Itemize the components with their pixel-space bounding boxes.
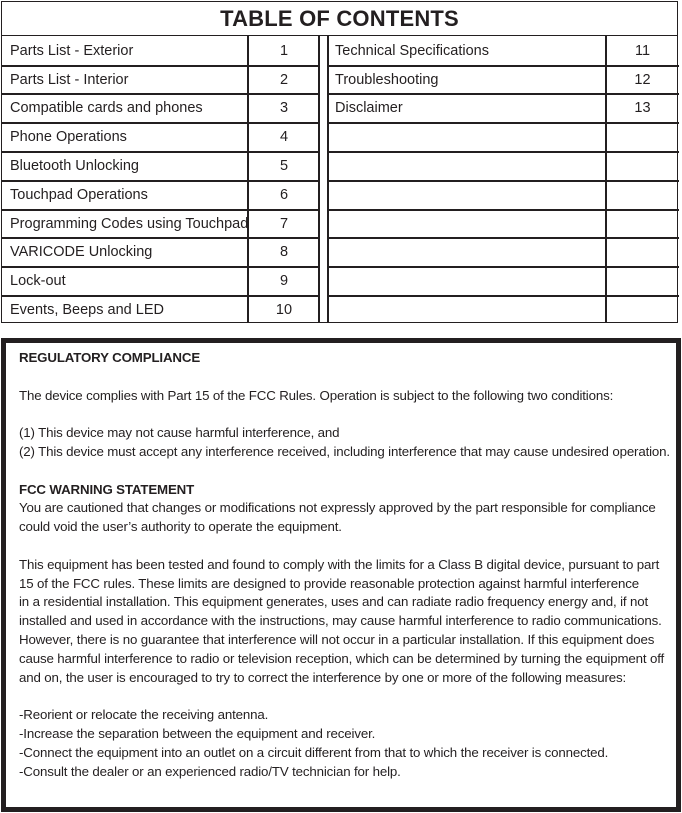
toc-entry-label: Troubleshooting (335, 72, 439, 88)
warning-line: You are cautioned that changes or modifications not expressly approved by the part responsible for compliance (19, 500, 656, 516)
measure-item: -Increase the separation between the equipment and receiver. (19, 725, 376, 741)
toc-divider (327, 36, 329, 322)
toc-entry-page: 4 (279, 129, 289, 145)
toc-row-divider (327, 180, 679, 182)
toc-entry-label: Bluetooth Unlocking (10, 158, 139, 174)
toc-entry-label: Touchpad Operations (10, 187, 148, 203)
warning-title: FCC WARNING STATEMENT (19, 481, 195, 497)
toc-row-divider (327, 295, 679, 297)
toc-entry-label: Events, Beeps and LED (10, 302, 164, 318)
body-line: However, there is no guarantee that interference will not occur in a particular installation. If this equipment does (19, 631, 655, 647)
toc-row-divider (327, 122, 679, 124)
toc-entry-label: Phone Operations (10, 129, 127, 145)
toc-row-divider (327, 151, 679, 153)
toc-entry-label: Disclaimer (335, 100, 403, 116)
toc-entry-label: Technical Specifications (335, 43, 489, 59)
toc-entry-label: Lock-out (10, 273, 66, 289)
regulatory-compliance-box (1, 338, 681, 812)
regulatory-title: REGULATORY COMPLIANCE (19, 350, 201, 365)
toc-entry-label: Parts List - Exterior (10, 43, 134, 59)
condition-item: (1) This device may not cause harmful interference, and (19, 425, 340, 441)
warning-line: could void the user’s authority to operate the equipment. (19, 519, 342, 535)
toc-entry-page: 12 (634, 72, 651, 88)
toc-entry-page: 1 (279, 43, 289, 59)
table-of-contents (1, 1, 678, 323)
body-line: cause harmful interference to radio or television reception, which can be determined by turning the equipment off (19, 650, 665, 666)
regulatory-intro: The device complies with Part 15 of the FCC Rules. Operation is subject to the following two conditions: (19, 387, 614, 403)
toc-entry-page: 8 (279, 244, 289, 260)
toc-entry-page: 6 (279, 187, 289, 203)
toc-title: TABLE OF CONTENTS (2, 2, 677, 36)
condition-item: (2) This device must accept any interference received, including interference that may cause undesired operation. (19, 443, 670, 459)
toc-entry-page: 5 (279, 158, 289, 174)
toc-entry-label: Compatible cards and phones (10, 100, 203, 116)
measure-item: -Consult the dealer or an experienced radio/TV technician for help. (19, 763, 401, 779)
toc-entry-label: Parts List - Interior (10, 72, 129, 88)
toc-entry-label: Programming Codes using Touchpad (10, 216, 249, 232)
toc-row-divider (327, 266, 679, 268)
toc-entry-label: VARICODE Unlocking (10, 244, 153, 260)
toc-entry-page: 13 (634, 100, 651, 116)
toc-entry-page: 11 (634, 43, 651, 59)
toc-entry-page: 7 (279, 216, 289, 232)
toc-row-divider (327, 209, 679, 211)
toc-entry-page: 10 (275, 302, 293, 318)
toc-row-divider (327, 237, 679, 239)
body-line: installed and used in accordance with the instructions, may cause harmful interference to radio communications. (19, 613, 662, 629)
body-line: in a residential installation. This equipment generates, uses and can radiate radio frequency energy and, if not (19, 594, 648, 610)
body-line: 15 of the FCC rules. These limits are designed to provide reasonable protection against harmful interference (19, 575, 639, 591)
toc-entry-page: 3 (279, 100, 289, 116)
body-line: This equipment has been tested and found to comply with the limits for a Class B digital device, pursuant to part (19, 556, 660, 572)
toc-entry-page: 2 (279, 72, 289, 88)
measure-item: -Reorient or relocate the receiving antenna. (19, 707, 269, 723)
body-line: and on, the user is encouraged to try to correct the interference by one or more of the following measures: (19, 669, 627, 685)
measure-item: -Connect the equipment into an outlet on a circuit different from that to which the receiver is connected. (19, 744, 609, 760)
toc-entry-page: 9 (279, 273, 289, 289)
regulatory-text (19, 349, 670, 781)
